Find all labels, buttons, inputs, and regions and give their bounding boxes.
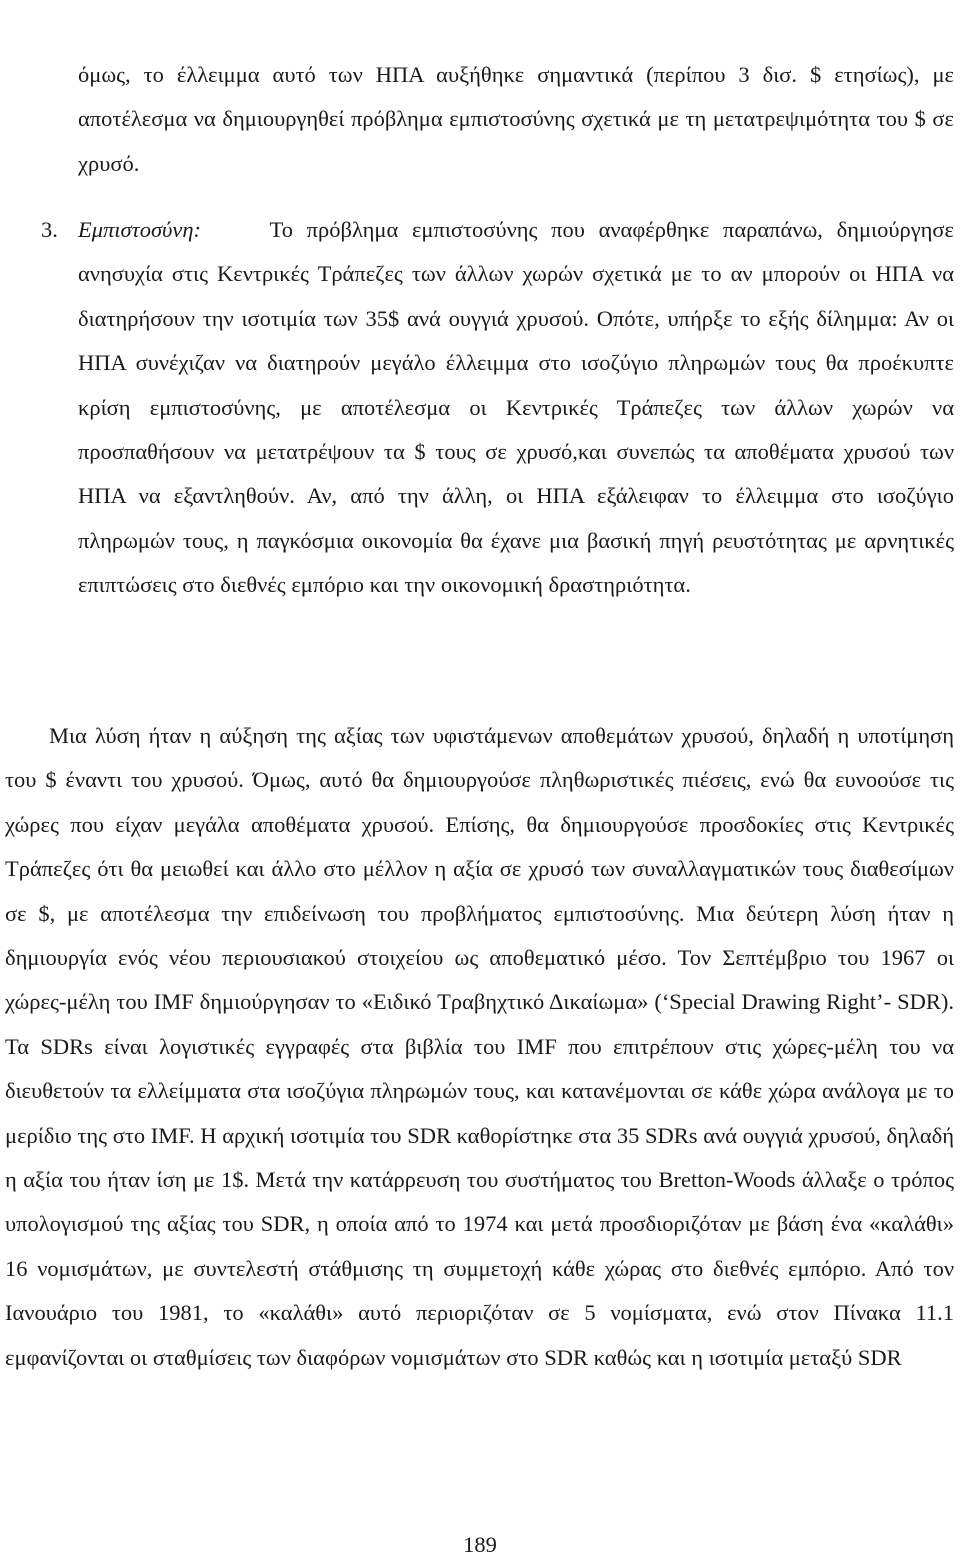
- item-heading: Εμπιστοσύνη:: [78, 217, 202, 242]
- intro-paragraph: όμως, το έλλειμμα αυτό των ΗΠΑ αυξήθηκε σημαντικά (περίπου 3 δισ. $ ετησίως), με αποτέλεσμα να δημιουργηθεί πρόβλημα εμπιστοσύνης σχετικά με τη μετατρεψιμότητα του $ σε χρυσό.: [78, 62, 954, 176]
- item-body: Το πρόβλημα εμπιστοσύνης που αναφέρθηκε παραπάνω, δημιούργησε ανησυχία στις Κεντρικές Τράπεζες των άλλων χωρών σχετικά με το αν μπορούν οι ΗΠΑ να διατηρήσουν την ισοτιμία των 35$ ανά ουγγιά χρυσού. Οπότε, υπήρξε το εξής δίλημμα: Αν οι ΗΠΑ συνέχιζαν να διατηρούν μεγάλο έλλειμμα στο ισοζύγιο πληρωμών τους θα προέκυπτε κρίση εμπιστοσύνης, με αποτέλεσμα οι Κεντρικές Τράπεζες των άλλων χωρών να προσπαθήσουν να μετατρέψουν τα $ τους σε χρυσό,και συνεπώς τα αποθέματα χρυσού των ΗΠΑ να εξαντληθούν. Αν, από την άλλη, οι ΗΠΑ εξάλειφαν το έλλειμμα στο ισοζύγιο πληρωμών τους, η παγκόσμια οικονομία θα έχανε μια βασική πηγή ρευστότητας με αρνητικές επιπτώσεις στο διεθνές εμπόριο και την οικονομική δραστηριότητα.: [78, 217, 955, 598]
- main-paragraph: Μια λύση ήταν η αύξηση της αξίας των υφιστάμενων αποθεμάτων χρυσού, δηλαδή η υποτίμηση του $ έναντι του χρυσού. Όμως, αυτό θα δημιουργούσε πληθωριστικές πιέσεις, ενώ θα ευνοούσε τις χώρες που είχαν μεγάλα αποθέματα χρυσού. Επίσης, θα δημιουργούσε προσδοκίες στις Κεντρικές Τράπεζες ότι θα μειωθεί και άλλο στο μέλλον η αξία σε χρυσό των συναλλαγματικών τους διαθεσίμων σε $, με αποτέλεσμα την επιδείνωση του προβλήματος εμπιστοσύνης. Μια δεύτερη λύση ήταν η δημιουργία ενός νέου περιουσιακού στοιχείου ως αποθεματικό μέσο. Τον Σεπτέμβριο του 1967 οι χώρες-μέλη του IMF δημιούργησαν το «Ειδικό Τραβηχτικό Δικαίωμα» (‘Special Drawing Right’- SDR). Τα SDRs είναι λογιστικές εγγραφές στα βιβλία του IMF που επιτρέπουν στις χώρες-μέλη του να διευθετούν τα ελλείμματα στα ισοζύγια πληρωμών τους, και κατανέμονται σε κάθε χώρα ανάλογα με το μερίδιο της στο IMF. Η αρχική ισοτιμία του SDR καθορίστηκε στα 35 SDRs ανά ουγγιά χρυσού, δηλαδή η αξία του ήταν ίση με 1$. Μετά την κατάρρευση του συστήματος του Bretton-Woods άλλαξε ο τρόπος υπολογισμού της αξίας του SDR, η οποία από το 1974 και μετά προσδιοριζόταν με βάση ένα «καλάθι» 16 νομισμάτων, με συντελεστή στάθμισης τη συμμετοχή κάθε χώρας στο διεθνές εμπόριο. Από τον Ιανουάριο του 1981, το «καλάθι» αυτό περιοριζόταν σε 5 νομίσματα, ενώ στον Πίνακα 11.1 εμφανίζονται οι σταθμίσεις των διαφόρων νομισμάτων στο SDR καθώς και η ισοτιμία μεταξύ SDR: [5, 723, 954, 1370]
- numbered-item-3: [41, 208, 955, 608]
- item-number: 3.: [41, 217, 58, 242]
- page-number: 189: [463, 1532, 497, 1557]
